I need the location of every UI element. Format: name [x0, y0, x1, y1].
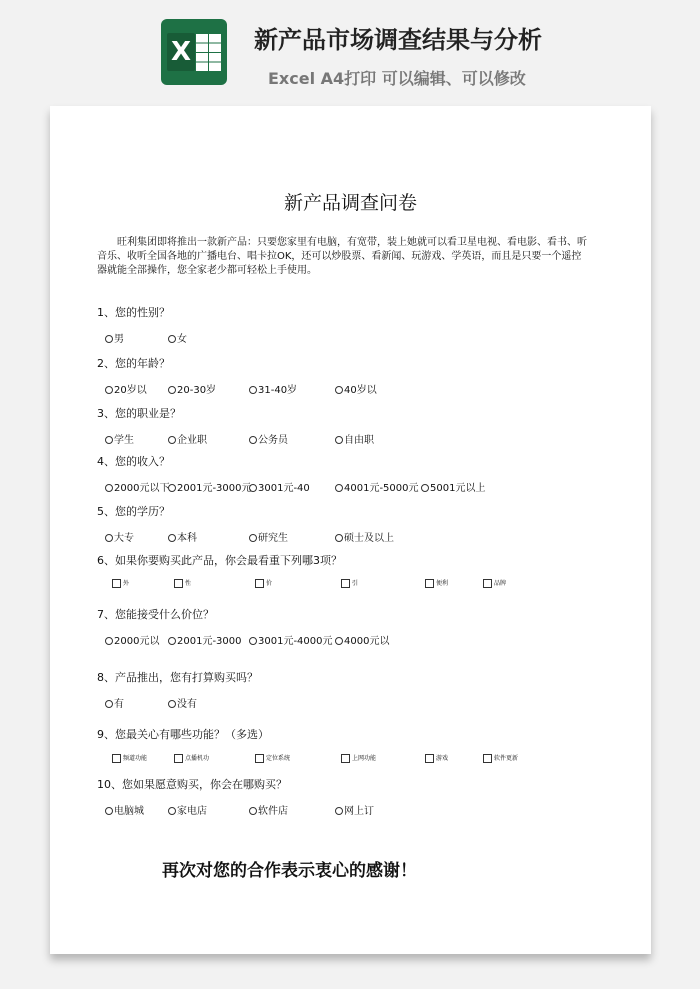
radio-icon	[168, 700, 176, 708]
checkbox-option[interactable]: 上网功能	[341, 753, 401, 763]
radio-icon	[105, 436, 113, 444]
checkbox-option[interactable]: 点播机功	[174, 753, 234, 763]
radio-option[interactable]: 5001元以上	[421, 479, 485, 494]
radio-option[interactable]: 4000元以	[335, 632, 389, 647]
questionnaire-title: 新产品调查问卷	[283, 192, 417, 214]
question-label: 9、您最关心有哪些功能？（多选）	[97, 728, 269, 741]
radio-icon	[249, 484, 257, 492]
radio-option[interactable]: 硕士及以上	[335, 529, 389, 544]
checkbox-icon	[341, 579, 350, 588]
radio-option[interactable]: 女	[168, 330, 187, 345]
checkbox-icon	[174, 579, 183, 588]
radio-icon	[105, 534, 113, 542]
radio-icon	[168, 534, 176, 542]
page-title: 新产品市场调查结果与分析	[254, 26, 542, 54]
radio-icon	[168, 386, 176, 394]
radio-option[interactable]: 男	[105, 330, 124, 345]
page-subtitle: Excel A4打印 可以编辑、可以修改	[268, 69, 526, 88]
radio-option[interactable]: 大专	[105, 529, 134, 544]
radio-option[interactable]: 4001元-5000元	[335, 479, 413, 494]
radio-icon	[105, 807, 113, 815]
radio-option[interactable]: 软件店	[249, 802, 309, 817]
radio-option[interactable]: 2001元-3000元	[168, 479, 246, 494]
radio-icon	[105, 386, 113, 394]
radio-icon	[249, 807, 257, 815]
radio-option[interactable]: 3001元-4000元	[249, 632, 333, 647]
checkbox-icon	[341, 754, 350, 763]
radio-option[interactable]: 网上订	[335, 802, 395, 817]
radio-icon	[105, 335, 113, 343]
question-label: 6、如果你要购买此产品，你会最看重下列哪3项？	[97, 554, 342, 567]
radio-icon	[105, 637, 113, 645]
checkbox-option[interactable]: 品牌	[483, 578, 523, 588]
radio-icon	[335, 484, 343, 492]
radio-icon	[335, 807, 343, 815]
radio-icon	[168, 807, 176, 815]
radio-icon	[335, 386, 343, 394]
radio-icon	[249, 534, 257, 542]
question-label: 1、您的性别？	[97, 306, 170, 319]
checkbox-option[interactable]: 软件更新	[483, 753, 543, 763]
radio-icon	[335, 534, 343, 542]
checkbox-option[interactable]: 引	[341, 578, 381, 588]
spreadsheet-grid-icon	[195, 33, 221, 71]
radio-option[interactable]: 没有	[168, 695, 197, 710]
radio-icon	[168, 637, 176, 645]
checkbox-icon	[174, 754, 183, 763]
radio-icon	[335, 436, 343, 444]
checkbox-option[interactable]: 便利	[425, 578, 465, 588]
excel-logo-letter: X	[167, 33, 195, 71]
checkbox-option[interactable]: 频道功能	[112, 753, 172, 763]
radio-icon	[168, 436, 176, 444]
intro-paragraph: 旺利集团即将推出一款新产品：只要您家里有电脑，有宽带，装上她就可以看卫星电视、看电影、看书、听音乐、收听全国各地的广播电台、唱卡拉OK，还可以炒股票、看新闻、玩游戏、学英语，而且是只要一个遥控器就能全部操作，您全家老少都可轻松上手使用。	[97, 237, 587, 276]
question-label: 7、您能接受什么价位？	[97, 608, 214, 621]
checkbox-option[interactable]: 价	[255, 578, 295, 588]
radio-option[interactable]: 2001元-3000	[168, 632, 246, 647]
radio-option[interactable]: 自由职	[335, 431, 375, 446]
radio-option[interactable]: 2000元以	[105, 632, 165, 647]
checkbox-icon	[483, 579, 492, 588]
radio-icon	[105, 484, 113, 492]
checkbox-option[interactable]: 性	[174, 578, 214, 588]
checkbox-option[interactable]: 定位系统	[255, 753, 315, 763]
radio-option[interactable]: 有	[105, 695, 124, 710]
question-label: 10、您如果愿意购买，你会在哪购买？	[97, 778, 287, 791]
radio-option[interactable]: 研究生	[249, 529, 288, 544]
radio-icon	[249, 436, 257, 444]
thanks-message: 再次对您的合作表示衷心的感谢！	[162, 861, 417, 881]
question-label: 3、您的职业是？	[97, 407, 181, 420]
radio-option[interactable]: 3001元-40	[249, 479, 309, 494]
question-label: 5、您的学历？	[97, 505, 170, 518]
radio-option[interactable]: 企业职	[168, 431, 208, 446]
checkbox-icon	[255, 579, 264, 588]
question-label: 2、您的年龄？	[97, 357, 170, 370]
radio-option[interactable]: 电脑城	[105, 802, 165, 817]
question-label: 8、产品推出，您有打算购买吗？	[97, 671, 258, 684]
checkbox-option[interactable]: 游戏	[425, 753, 475, 763]
radio-icon	[249, 386, 257, 394]
radio-icon	[168, 335, 176, 343]
radio-option[interactable]: 2000元以下	[105, 479, 163, 494]
checkbox-icon	[425, 754, 434, 763]
header	[0, 0, 700, 100]
radio-icon	[168, 484, 176, 492]
radio-icon	[249, 637, 257, 645]
checkbox-icon	[255, 754, 264, 763]
excel-icon	[161, 19, 227, 85]
document-page	[50, 106, 651, 954]
checkbox-icon	[112, 579, 121, 588]
radio-option[interactable]: 公务员	[249, 431, 291, 446]
checkbox-icon	[425, 579, 434, 588]
radio-icon	[105, 700, 113, 708]
checkbox-icon	[112, 754, 121, 763]
question-label: 4、您的收入？	[97, 455, 170, 468]
radio-option[interactable]: 31-40岁	[249, 381, 293, 396]
radio-option[interactable]: 学生	[105, 431, 134, 446]
radio-option[interactable]: 20岁以	[105, 381, 165, 396]
radio-icon	[335, 637, 343, 645]
radio-option[interactable]: 20-30岁	[168, 381, 206, 396]
radio-icon	[421, 484, 429, 492]
radio-option[interactable]: 家电店	[168, 802, 228, 817]
checkbox-icon	[483, 754, 492, 763]
checkbox-option[interactable]: 外	[112, 578, 152, 588]
radio-option[interactable]: 40岁以	[335, 381, 375, 396]
radio-option[interactable]: 本科	[168, 529, 197, 544]
